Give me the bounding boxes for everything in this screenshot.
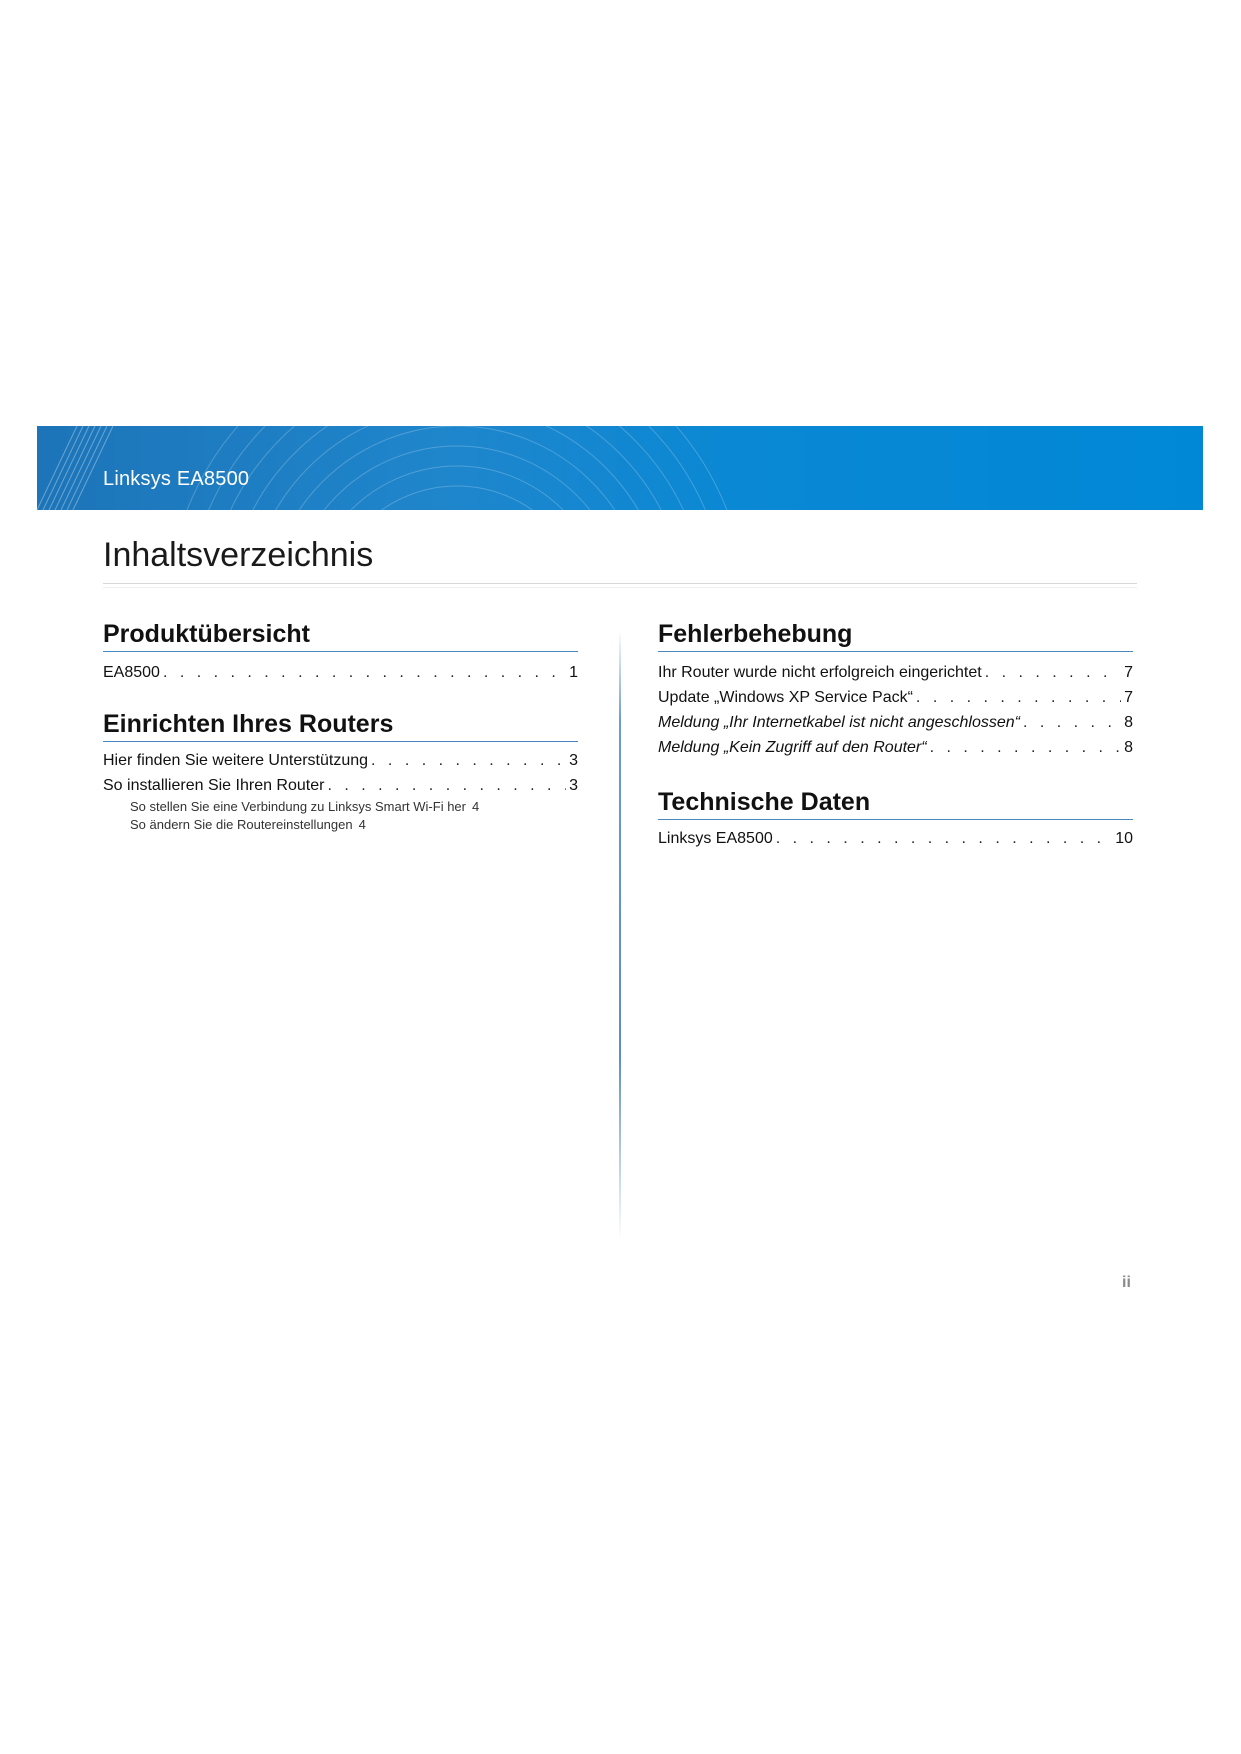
product-name: Linksys EA8500 <box>103 468 250 490</box>
dot-leader <box>1023 710 1121 735</box>
toc-entry-label: Meldung „Ihr Internetkabel ist nicht angeschlossen“ <box>658 714 1020 731</box>
section-heading: Produktübersicht <box>103 620 578 652</box>
toc-entry-label: Update „Windows XP Service Pack“ <box>658 689 913 706</box>
toc-subentry-page: 4 <box>472 799 480 814</box>
toc-subentry-label: So ändern Sie die Routereinstellungen <box>130 817 353 832</box>
toc-entry-label: So installieren Sie Ihren Router <box>103 777 325 794</box>
toc-subentry[interactable] <box>103 816 578 834</box>
dot-leader <box>327 773 566 798</box>
toc-subentry-label: So stellen Sie eine Verbindung zu Linksys Smart Wi-Fi her <box>130 799 466 814</box>
toc-entry[interactable] <box>103 773 578 798</box>
section-heading: Technische Daten <box>658 788 1133 820</box>
dot-leader <box>371 748 566 773</box>
header-banner <box>37 426 1203 510</box>
toc-entry-page: 1 <box>569 664 578 681</box>
section-heading: Einrichten Ihres Routers <box>103 710 578 742</box>
dot-leader <box>916 685 1121 710</box>
toc-section-produktuebersicht <box>103 620 578 685</box>
dot-leader <box>930 735 1122 760</box>
title-divider <box>103 583 1137 584</box>
toc-entry-page: 3 <box>569 777 578 794</box>
toc-entry-page: 7 <box>1124 689 1133 706</box>
toc-entry-page: 10 <box>1115 830 1133 847</box>
toc-subentry-page: 4 <box>358 817 366 832</box>
toc-entry-label: Hier finden Sie weitere Unterstützung <box>103 752 369 769</box>
toc-entry-label: Meldung „Kein Zugriff auf den Router“ <box>658 739 927 756</box>
toc-entry[interactable] <box>658 685 1133 710</box>
toc-entry-page: 7 <box>1124 664 1133 681</box>
dot-leader <box>163 660 566 685</box>
toc-entry[interactable] <box>658 710 1133 735</box>
toc-entry[interactable] <box>658 735 1133 760</box>
toc-entry-page: 8 <box>1124 739 1133 756</box>
toc-entry[interactable] <box>103 748 578 773</box>
dot-leader <box>985 660 1121 685</box>
toc-entry-page: 3 <box>569 752 578 769</box>
toc-entry[interactable] <box>103 660 578 685</box>
toc-entry[interactable] <box>658 826 1133 851</box>
toc-entry-page: 8 <box>1124 714 1133 731</box>
toc-section-fehlerbehebung <box>658 620 1133 760</box>
toc-entry[interactable] <box>658 660 1133 685</box>
toc-section-einrichten <box>103 710 578 834</box>
toc-subentry[interactable] <box>103 798 578 816</box>
title-divider-secondary <box>103 587 1137 588</box>
page-title: Inhaltsverzeichnis <box>103 536 374 574</box>
toc-entry-label: Linksys EA8500 <box>658 830 773 847</box>
toc-section-technische-daten <box>658 788 1133 851</box>
dot-leader <box>776 826 1112 851</box>
column-divider <box>619 630 621 1240</box>
page-number: ii <box>1122 1274 1131 1291</box>
section-heading: Fehlerbehebung <box>658 620 1133 652</box>
toc-entry-label: EA8500 <box>103 664 160 681</box>
toc-entry-label: Ihr Router wurde nicht erfolgreich eingerichtet <box>658 664 982 681</box>
